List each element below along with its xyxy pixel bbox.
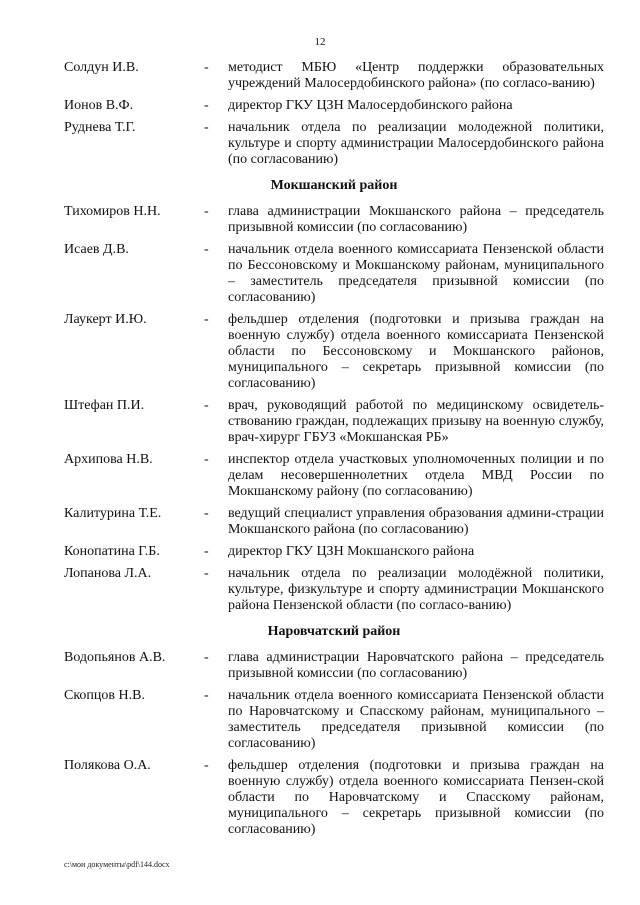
list-item bbox=[64, 204, 604, 236]
person-position: директор ГКУ ЦЗН Мокшанского района bbox=[228, 544, 475, 559]
dash-separator: - bbox=[204, 566, 209, 581]
section-heading-narovchat: Наровчатский район bbox=[267, 624, 401, 639]
list-item bbox=[64, 120, 604, 168]
document-body bbox=[64, 60, 604, 844]
page-number: 12 bbox=[314, 36, 326, 48]
dash-separator: - bbox=[204, 120, 209, 135]
person-position: инспектор отдела участковых уполномоченных полиции и по делам несовершеннолетних отдела МВД России по Мокшанскому району (по согласованию) bbox=[228, 452, 604, 499]
list-item bbox=[64, 544, 604, 560]
person-name: Штефан П.И. bbox=[64, 398, 145, 413]
person-position: начальник отдела по реализации молодежной политики, культуре и спорту администрации Малосердобинского района (по согласованию) bbox=[228, 120, 604, 167]
list-item bbox=[64, 398, 604, 446]
dash-separator: - bbox=[204, 650, 209, 665]
section-heading-mokshan: Мокшанский район bbox=[270, 178, 398, 193]
person-name: Калитурина Т.Е. bbox=[64, 506, 162, 521]
person-name: Исаев Д.В. bbox=[64, 242, 129, 257]
person-position: глава администрации Мокшанского района – председатель призывной комиссии (по согласованию) bbox=[228, 204, 604, 235]
person-position: ведущий специалист управления образования админи-страции Мокшанского района (по согласованию) bbox=[228, 506, 604, 537]
list-item bbox=[64, 506, 604, 538]
dash-separator: - bbox=[204, 688, 209, 703]
person-name: Тихомиров Н.Н. bbox=[64, 204, 161, 219]
person-name: Водопьянов А.В. bbox=[64, 650, 166, 665]
person-name: Архипова Н.В. bbox=[64, 452, 153, 467]
person-name: Руднева Т.Г. bbox=[64, 120, 136, 135]
person-name: Скопцов Н.В. bbox=[64, 688, 145, 703]
person-name: Конопатина Г.Б. bbox=[64, 544, 160, 559]
dash-separator: - bbox=[204, 452, 209, 467]
dash-separator: - bbox=[204, 398, 209, 413]
person-name: Лопанова Л.А. bbox=[64, 566, 152, 581]
list-item bbox=[64, 758, 604, 838]
list-item bbox=[64, 98, 604, 114]
list-item bbox=[64, 60, 604, 92]
dash-separator: - bbox=[204, 204, 209, 219]
person-position: начальник отдела по реализации молодёжной политики, культуре, физкультуре и спорту администрации Мокшанского района Пензенской области (по согласо-ванию) bbox=[228, 566, 604, 613]
person-name: Ионов В.Ф. bbox=[64, 98, 134, 113]
person-position: глава администрации Наровчатского района – председатель призывной комиссии (по согласованию) bbox=[228, 650, 604, 681]
dash-separator: - bbox=[204, 312, 209, 327]
list-item bbox=[64, 688, 604, 752]
list-item bbox=[64, 566, 604, 614]
person-position: методист МБЮ «Центр поддержки образовательных учреждений Малосердобинского района» (по согласо-ванию) bbox=[228, 60, 604, 91]
dash-separator: - bbox=[204, 60, 209, 75]
person-position: начальник отдела военного комиссариата Пензенской области по Наровчатскому и Спасскому районам, муниципального – заместитель председателя призывной комиссии (по согласованию) bbox=[228, 688, 604, 751]
dash-separator: - bbox=[204, 758, 209, 773]
person-position: врач, руководящий работой по медицинскому освидетель-ствованию граждан, подлежащих призыву на военную службу, врач-хирург ГБУЗ «Мокшанская РБ» bbox=[228, 398, 604, 445]
person-name: Лаукерт И.Ю. bbox=[64, 312, 147, 327]
person-position: фельдшер отделения (подготовки и призыва граждан на военную службу) отдела военного комиссариата Пензен-ской области по Наровчатскому и Спасскому районам, муниципального – секретарь призывной комиссии (по согласованию) bbox=[228, 758, 604, 837]
dash-separator: - bbox=[204, 544, 209, 559]
person-position: директор ГКУ ЦЗН Малосердобинского района bbox=[228, 98, 513, 113]
person-position: фельдшер отделения (подготовки и призыва граждан на военную службу) отдела военного комиссариата Пензенской области по Бессоновскому и Мокшанского районов, муниципального – секретарь призывной комиссии (по согласованию) bbox=[228, 312, 604, 391]
list-item bbox=[64, 650, 604, 682]
person-name: Солдун И.В. bbox=[64, 60, 139, 75]
dash-separator: - bbox=[204, 506, 209, 521]
list-item bbox=[64, 452, 604, 500]
list-item bbox=[64, 312, 604, 392]
file-path-footer: c:\мои документы\pdf\144.docx bbox=[64, 860, 170, 869]
dash-separator: - bbox=[204, 98, 209, 113]
person-name: Полякова О.А. bbox=[64, 758, 151, 773]
list-item bbox=[64, 242, 604, 306]
dash-separator: - bbox=[204, 242, 209, 257]
person-position: начальник отдела военного комиссариата Пензенской области по Бессоновскому и Мокшанскому районам, муниципального – заместитель председателя призывной комиссии (по согласованию) bbox=[228, 242, 604, 305]
